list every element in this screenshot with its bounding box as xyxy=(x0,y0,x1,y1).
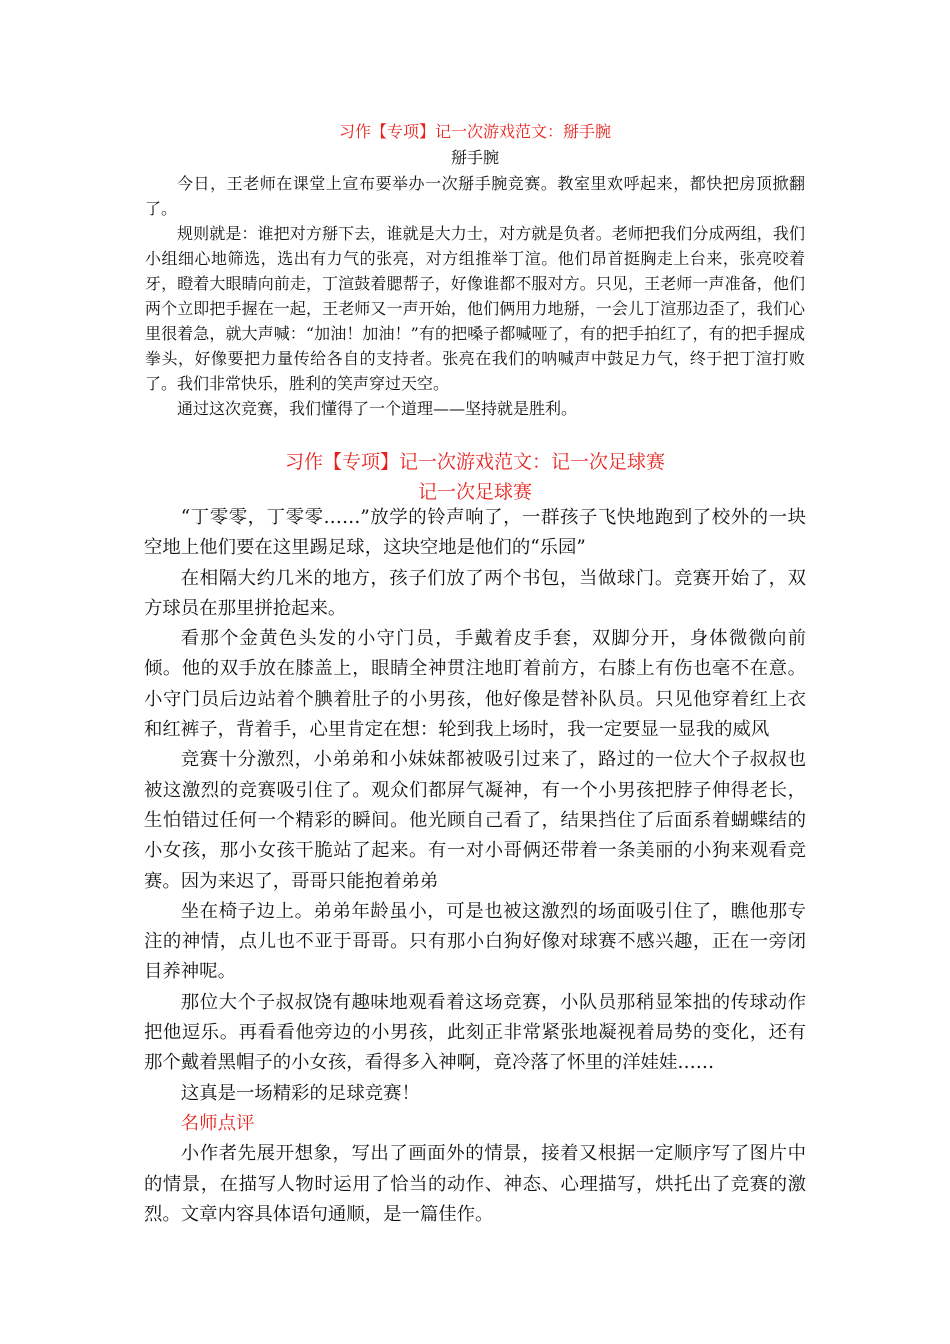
essay2-paragraph: 竞赛十分激烈，小弟弟和小妹妹都被吸引过来了，路过的一位大个子叔叔也被这激烈的竞赛吸引住了。观众们都屏气凝神，有一个小男孩把脖子伸得老长，生怕错过任何一个精彩的瞬间。他光顾自己看了，结果挡住了后面系着蝴蝶结的小女孩，那小女孩干脆站了起来。有一对小哥俩还带着一条美丽的小狗来观看竞赛。因为来迟了，哥哥只能抱着弟弟 xyxy=(144,749,806,892)
teacher-comment: 小作者先展开想象，写出了画面外的情景，接着又根据一定顺序写了图片中的情景，在描写人物时运用了恰当的动作、神态、心理描写，烘托出了竞赛的激烈。文章内容具体语句通顺，是一篇佳作。 xyxy=(144,1143,806,1225)
essay2-heading: 习作【专项】记一次游戏范文：记一次足球赛 xyxy=(284,451,665,473)
essay2-paragraph: 在相隔大约几米的地方，孩子们放了两个书包，当做球门。竞赛开始了，双方球员在那里拼抢起来。 xyxy=(144,567,806,619)
essay2-paragraph: 这真是一场精彩的足球竞赛！ xyxy=(180,1082,420,1104)
essay2-body xyxy=(144,503,806,1230)
essay1-paragraph: 规则就是：谁把对方掰下去，谁就是大力士，对方就是负者。老师把我们分成两组，我们小组细心地筛选，选出有力气的张亮，对方组推举丁渲。他们昂首挺胸走上台来，张亮咬着牙，瞪着大眼睛向前走，丁渲鼓着腮帮子，好像谁都不服对方。只见，王老师一声准备，他们两个立即把手握在一起，王老师又一声开始，他们俩用力地掰，一会儿丁渲那边歪了，我们心里很着急，就大声喊：“加油！加油！”有的把嗓子都喊哑了，有的把手拍红了，有的把手握成拳头，好像要把力量传给各自的支持者。张亮在我们的呐喊声中鼓足力气，终于把丁渲打败了。我们非常快乐，胜利的笑声穿过天空。 xyxy=(145,224,805,393)
essay2-paragraph: 坐在椅子边上。弟弟年龄虽小，可是也被这激烈的场面吸引住了，瞧他那专注的神情，点儿也不亚于哥哥。只有那小白狗好像对球赛不感兴趣，正在一旁闭目养神呢。 xyxy=(144,900,806,983)
essay2-title: 记一次足球赛 xyxy=(417,481,532,503)
essay2-paragraph: 那位大个子叔叔饶有趣味地观看着这场竞赛，小队员那稍显笨拙的传球动作把他逗乐。再看看他旁边的小男孩，此刻正非常紧张地凝视着局势的变化，还有那个戴着黑帽子的小女孩，看得多入神啊，竟冷落了怀里的洋娃娃…… xyxy=(144,991,806,1074)
essay1-paragraph: 通过这次竞赛，我们懂得了一个道理——坚持就是胜利。 xyxy=(177,399,578,418)
essay1-body xyxy=(145,171,805,421)
essay2-paragraph: 看那个金黄色头发的小守门员，手戴着皮手套，双脚分开，身体微微向前倾。他的双手放在膝盖上，眼睛全神贯注地盯着前方，右膝上有伤也毫不在意。小守门员后边站着个腆着肚子的小男孩，他好像是替补队员。只见他穿着红上衣和红裤子，背着手，心里肯定在想：轮到我上场时，我一定要显一显我的威风 xyxy=(144,628,806,741)
essay1-heading: 习作【专项】记一次游戏范文：掰手腕 xyxy=(338,122,611,141)
teacher-comment-heading: 名师点评 xyxy=(180,1112,255,1134)
essay1-title: 掰手腕 xyxy=(450,148,499,167)
essay1-paragraph: 今日，王老师在课堂上宣布要举办一次掰手腕竞赛。教室里欢呼起来，都快把房顶掀翻了。 xyxy=(145,174,805,218)
essay2-paragraph: “丁零零，丁零零……”放学的铃声响了，一群孩子飞快地跑到了校外的一块空地上他们要在这里踢足球，这块空地是他们的“乐园” xyxy=(144,507,806,559)
